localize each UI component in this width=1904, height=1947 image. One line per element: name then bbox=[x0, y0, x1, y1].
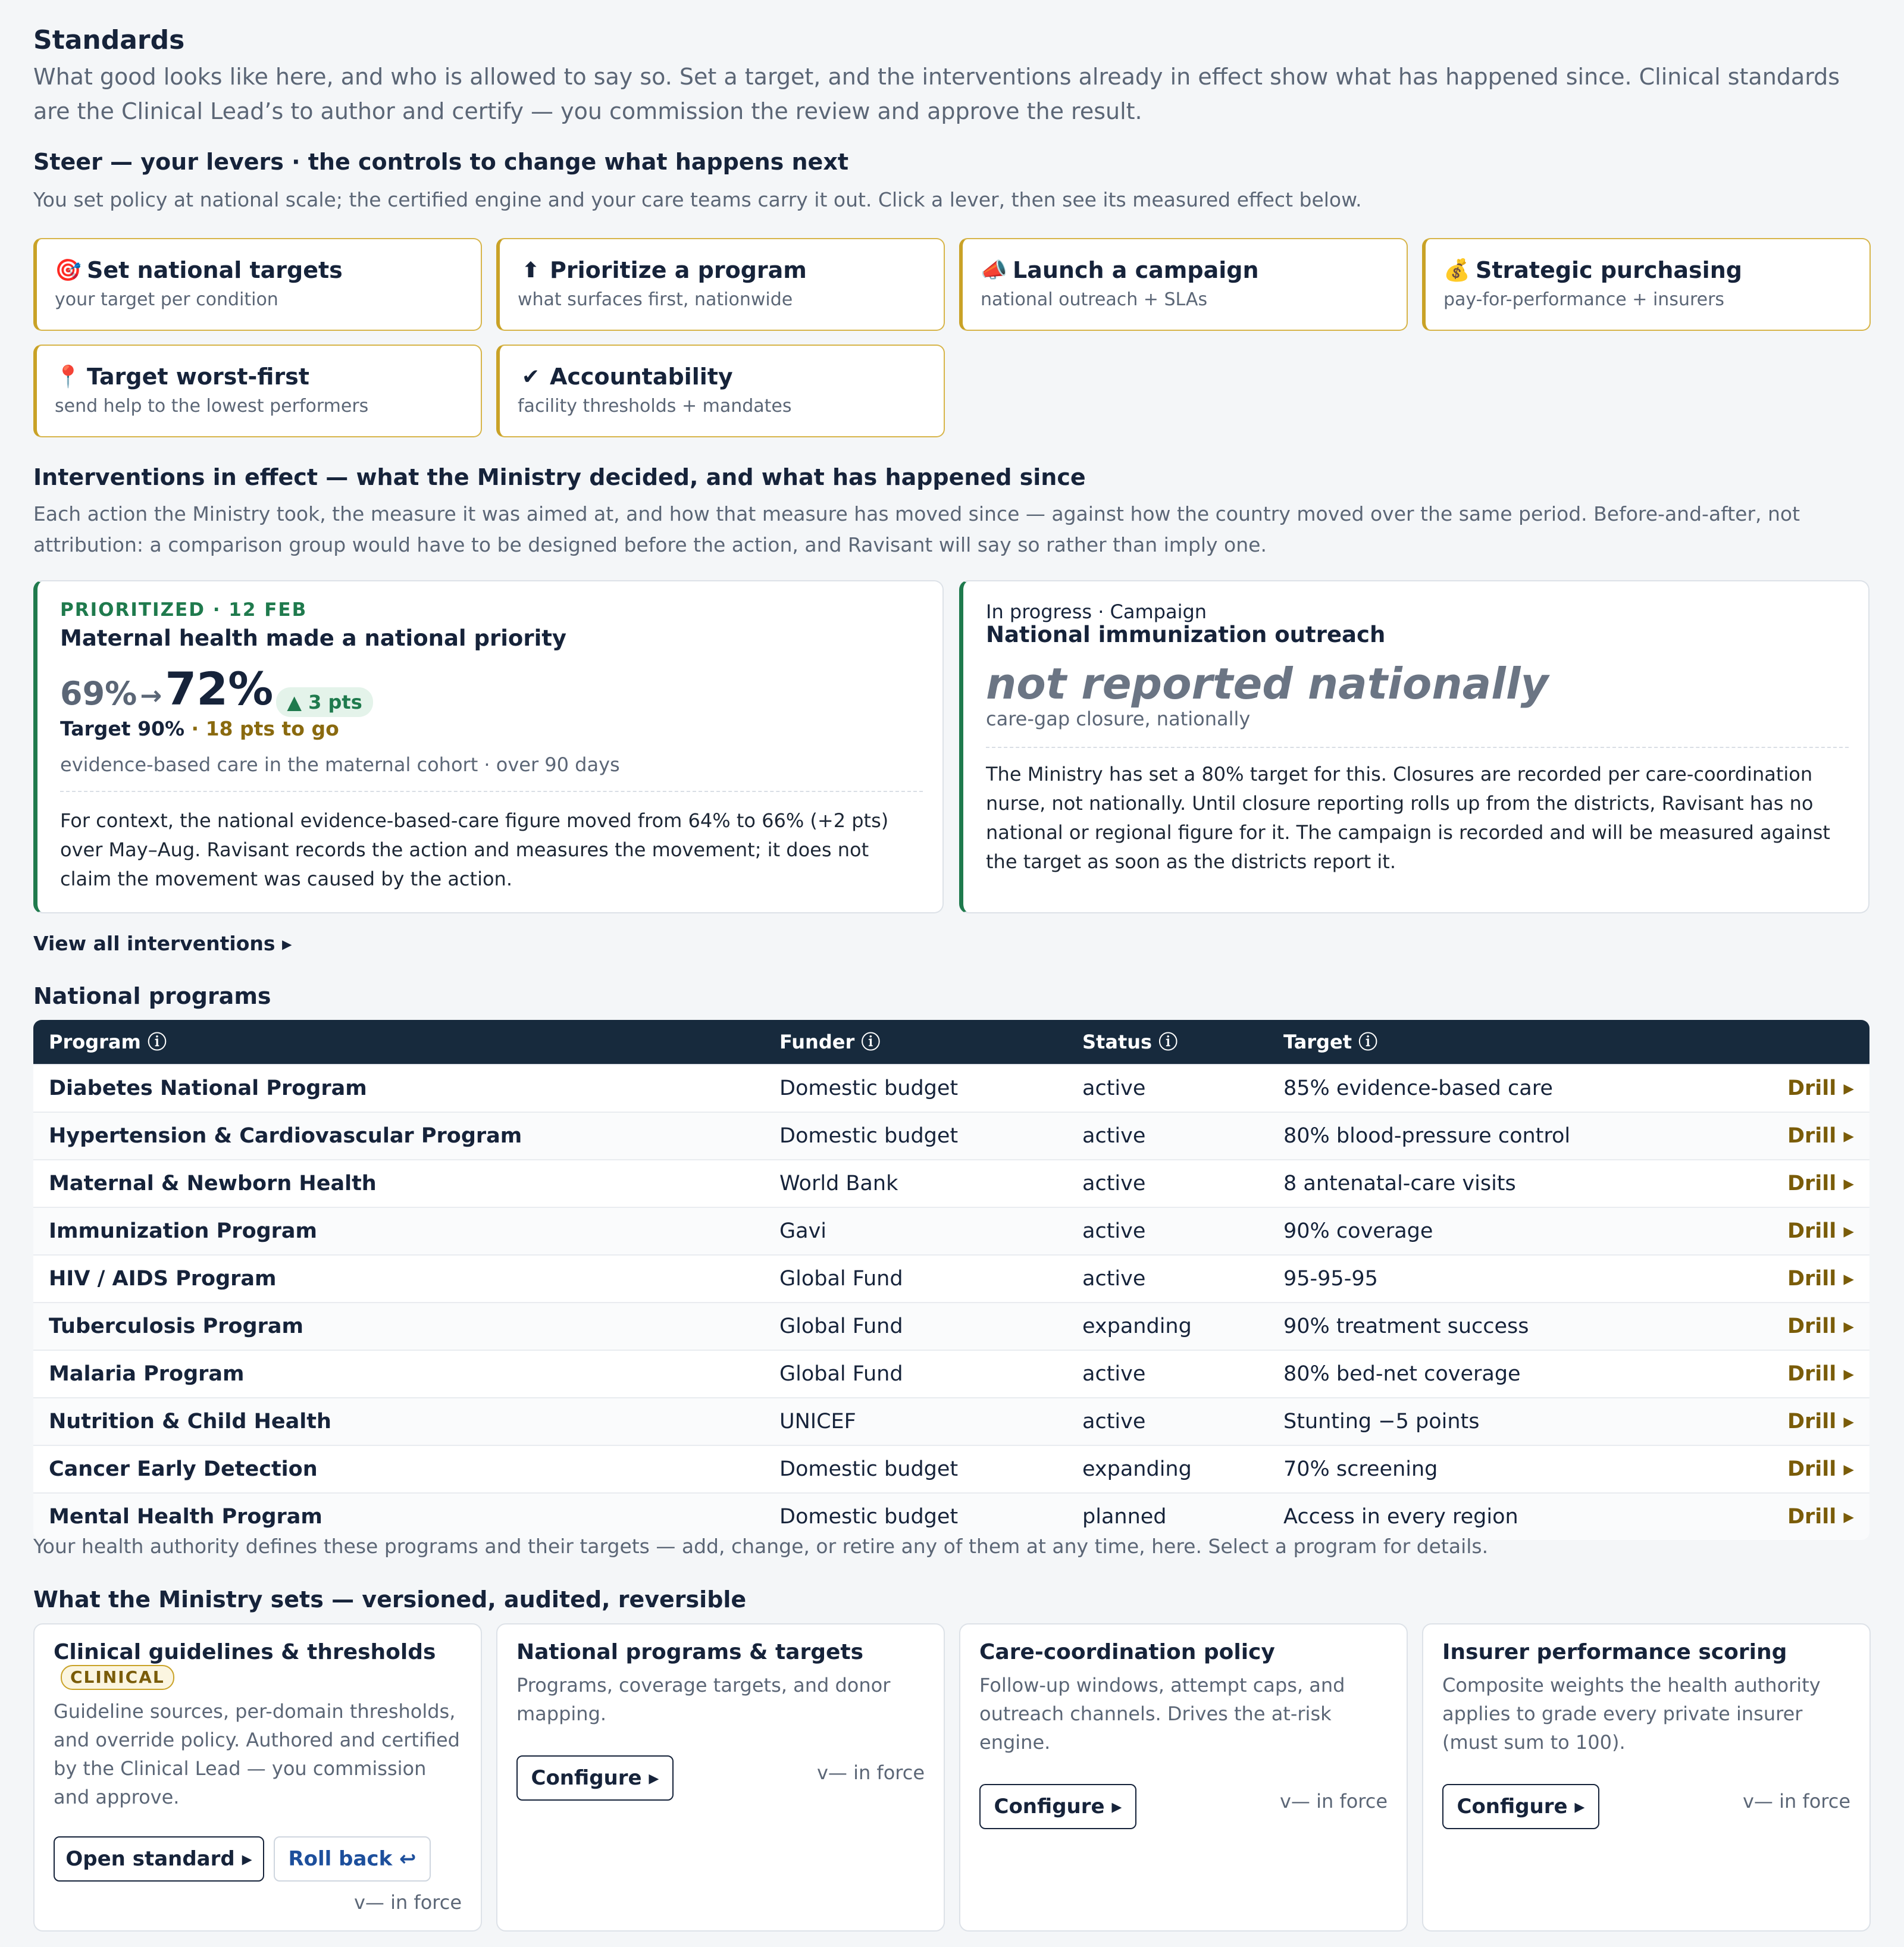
lever-title: Accountability bbox=[550, 364, 733, 390]
table-row[interactable] bbox=[33, 1445, 1869, 1492]
drill-link[interactable]: Drill ▸ bbox=[1787, 1076, 1854, 1100]
drill-link[interactable]: Drill ▸ bbox=[1787, 1219, 1854, 1243]
target-gap: · 18 pts to go bbox=[184, 717, 339, 740]
card-title: National programs & targets bbox=[516, 1640, 864, 1664]
metric-to: 72% bbox=[165, 662, 274, 715]
version-status: v— in force bbox=[1279, 1790, 1388, 1813]
table-header bbox=[33, 1020, 1869, 1064]
lever-title: Target worst-first bbox=[87, 364, 309, 390]
drill-link[interactable]: Drill ▸ bbox=[1787, 1410, 1854, 1433]
program-funder: Global Fund bbox=[779, 1314, 903, 1338]
table-row[interactable] bbox=[33, 1112, 1869, 1159]
page-lead: What good looks like here, and who is allowed to say so. Set a target, and the interventions already in effect show what has happened since. Clinical standards are the Clinical Lead’s to author and certify — you commission the review and approve the result. bbox=[33, 64, 1840, 124]
intervention-title: National immunization outreach bbox=[986, 622, 1386, 647]
program-status: planned bbox=[1082, 1505, 1167, 1529]
table-row[interactable] bbox=[33, 1350, 1869, 1397]
card-description: Programs, coverage targets, and donor mapping. bbox=[516, 1674, 891, 1725]
lever-subtitle: pay-for-performance + insurers bbox=[1443, 289, 1725, 310]
card-description: Guideline sources, per-domain thresholds, and override policy. Authored and certified by the Clinical Lead — you commission and approve. bbox=[54, 1700, 460, 1808]
version-status: v— in force bbox=[816, 1761, 925, 1784]
target-value: Target 90% bbox=[60, 717, 185, 740]
intervention-kicker: In progress · Campaign bbox=[986, 600, 1207, 623]
lever-launch-campaign[interactable] bbox=[959, 238, 1408, 331]
column-header-program[interactable]: Program ⓘ bbox=[49, 1031, 167, 1053]
table-row[interactable] bbox=[33, 1159, 1869, 1207]
table-row[interactable] bbox=[33, 1397, 1869, 1445]
lever-subtitle: national outreach + SLAs bbox=[981, 289, 1208, 310]
program-name: Mental Health Program bbox=[49, 1505, 322, 1529]
lever-title: Set national targets bbox=[87, 257, 343, 283]
context-text: The Ministry has set a 80% target for this. Closures are recorded per care-coordination nurse, not nationally. Until closure reporting rolls up from the districts, Ravisant has no national or regional figure for it. The campaign is recorded and will be measured against the target as soon as the districts report it. bbox=[986, 763, 1830, 873]
pin-icon: 📍 bbox=[55, 365, 82, 389]
divider bbox=[60, 791, 923, 792]
lever-accountability[interactable] bbox=[496, 345, 945, 437]
view-all-interventions-link[interactable]: View all interventions ▸ bbox=[33, 932, 292, 955]
program-name: Nutrition & Child Health bbox=[49, 1410, 331, 1433]
lever-subtitle: facility thresholds + mandates bbox=[518, 396, 792, 417]
drill-link[interactable]: Drill ▸ bbox=[1787, 1457, 1854, 1481]
card-title: Insurer performance scoring bbox=[1442, 1640, 1787, 1664]
money-bag-icon: 💰 bbox=[1443, 258, 1470, 283]
program-status: active bbox=[1082, 1172, 1146, 1195]
lever-subtitle: send help to the lowest performers bbox=[55, 396, 369, 417]
program-status: active bbox=[1082, 1410, 1146, 1433]
status-not-reported: not reported nationally bbox=[986, 659, 1549, 709]
programs-table bbox=[33, 1020, 1869, 1540]
divider bbox=[986, 747, 1849, 748]
program-target: 80% bed-net coverage bbox=[1283, 1362, 1521, 1386]
drill-link[interactable]: Drill ▸ bbox=[1787, 1505, 1854, 1529]
drill-link[interactable]: Drill ▸ bbox=[1787, 1314, 1854, 1338]
clinical-badge: CLINICAL bbox=[61, 1665, 174, 1690]
table-row[interactable] bbox=[33, 1302, 1869, 1350]
version-status: v— in force bbox=[353, 1891, 462, 1914]
program-target: 85% evidence-based care bbox=[1283, 1076, 1553, 1100]
interventions-heading: Interventions in effect — what the Ministry decided, and what has happened since bbox=[33, 464, 1086, 490]
version-status: v— in force bbox=[1742, 1790, 1850, 1813]
card-description: Composite weights the health authority applies to grade every private insurer (must sum to 100). bbox=[1442, 1674, 1821, 1754]
program-name: HIV / AIDS Program bbox=[49, 1267, 277, 1291]
program-target: Stunting −5 points bbox=[1283, 1410, 1480, 1433]
program-status: active bbox=[1082, 1124, 1146, 1148]
program-funder: Global Fund bbox=[779, 1267, 903, 1291]
program-funder: UNICEF bbox=[779, 1410, 856, 1433]
intervention-card-maternal bbox=[33, 580, 944, 913]
configure-button[interactable]: Configure ▸ bbox=[516, 1755, 674, 1801]
lever-prioritize-program[interactable] bbox=[496, 238, 945, 331]
program-name: Immunization Program bbox=[49, 1219, 318, 1243]
lever-title: Launch a campaign bbox=[1013, 257, 1259, 283]
column-header-status[interactable]: Status ⓘ bbox=[1082, 1031, 1178, 1053]
drill-link[interactable]: Drill ▸ bbox=[1787, 1362, 1854, 1386]
lever-strategic-purchasing[interactable] bbox=[1422, 238, 1871, 331]
lever-subtitle: your target per condition bbox=[55, 289, 278, 310]
program-name: Hypertension & Cardiovascular Program bbox=[49, 1124, 522, 1148]
metric-from: 69% bbox=[60, 675, 137, 712]
program-funder: Domestic budget bbox=[779, 1124, 959, 1148]
card-national-programs bbox=[496, 1623, 945, 1932]
program-target: 95-95-95 bbox=[1283, 1267, 1378, 1291]
program-funder: Domestic budget bbox=[779, 1457, 959, 1481]
program-status: active bbox=[1082, 1219, 1146, 1243]
program-funder: Domestic budget bbox=[779, 1505, 959, 1529]
program-funder: Global Fund bbox=[779, 1362, 903, 1386]
table-row[interactable] bbox=[33, 1254, 1869, 1302]
megaphone-icon: 📣 bbox=[981, 258, 1007, 283]
lever-subtitle: what surfaces first, nationwide bbox=[518, 289, 793, 310]
program-funder: Gavi bbox=[779, 1219, 827, 1243]
interventions-subtitle: Each action the Ministry took, the measure it was aimed at, and how that measure has moved since — against how the country moved over the same period. Before-and-after, not attribution: a comparison group would have to be designed before the action, and Ravisant will say so rather than imply one. bbox=[33, 502, 1800, 556]
configure-button[interactable]: Configure ▸ bbox=[1442, 1784, 1599, 1829]
lever-target-worst-first[interactable] bbox=[33, 345, 482, 437]
program-name: Malaria Program bbox=[49, 1362, 245, 1386]
program-status: active bbox=[1082, 1076, 1146, 1100]
card-clinical-guidelines bbox=[33, 1623, 482, 1932]
table-row[interactable] bbox=[33, 1064, 1869, 1112]
program-target: 70% screening bbox=[1283, 1457, 1438, 1481]
roll-back-button[interactable]: Roll back ↩ bbox=[274, 1836, 431, 1882]
program-target: Access in every region bbox=[1283, 1505, 1518, 1529]
column-header-target[interactable]: Target ⓘ bbox=[1283, 1031, 1378, 1053]
delta-badge: ▲ 3 pts bbox=[276, 687, 372, 717]
measure-caption: care-gap closure, nationally bbox=[986, 708, 1251, 730]
program-name: Maternal & Newborn Health bbox=[49, 1172, 377, 1195]
target-line bbox=[60, 717, 339, 740]
programs-footnote: Your health authority defines these programs and their targets — add, change, or retire any of them at any time, here. Select a program for details. bbox=[33, 1535, 1489, 1558]
intervention-kicker: PRIORITIZED · 12 FEB bbox=[60, 599, 308, 621]
steer-subtitle: You set policy at national scale; the certified engine and your care teams carry it out. Click a lever, then see its measured effect below. bbox=[33, 188, 1362, 211]
card-description: Follow-up windows, attempt caps, and outreach channels. Drives the at-risk engine. bbox=[979, 1674, 1345, 1754]
program-status: active bbox=[1082, 1267, 1146, 1291]
check-icon: ✔ bbox=[521, 364, 540, 389]
program-target: 80% blood-pressure control bbox=[1283, 1124, 1571, 1148]
open-standard-button[interactable]: Open standard ▸ bbox=[54, 1836, 264, 1882]
intervention-card-immunization bbox=[959, 580, 1869, 913]
program-name: Diabetes National Program bbox=[49, 1076, 367, 1100]
lever-set-national-targets[interactable] bbox=[33, 238, 482, 331]
card-title: Care-coordination policy bbox=[979, 1640, 1275, 1664]
program-target: 90% coverage bbox=[1283, 1219, 1433, 1243]
page-title: Standards bbox=[33, 25, 185, 55]
card-insurer-scoring bbox=[1422, 1623, 1871, 1932]
program-name: Tuberculosis Program bbox=[49, 1314, 303, 1338]
table-row[interactable] bbox=[33, 1207, 1869, 1254]
program-target: 8 antenatal-care visits bbox=[1283, 1172, 1516, 1195]
configure-button[interactable]: Configure ▸ bbox=[979, 1784, 1136, 1829]
program-target: 90% treatment success bbox=[1283, 1314, 1529, 1338]
ministry-heading: What the Ministry sets — versioned, audited, reversible bbox=[33, 1586, 747, 1613]
drill-link[interactable]: Drill ▸ bbox=[1787, 1124, 1854, 1148]
lever-title: Strategic purchasing bbox=[1476, 257, 1742, 283]
context-text: For context, the national evidence-based-care figure moved from 64% to 66% (+2 pts) over May–Aug. Ravisant records the action and measures the movement; it does not claim the movement was caused by the action. bbox=[60, 809, 889, 890]
programs-heading: National programs bbox=[33, 983, 271, 1009]
measure-caption: evidence-based care in the maternal cohort · over 90 days bbox=[60, 753, 620, 776]
drill-link[interactable]: Drill ▸ bbox=[1787, 1172, 1854, 1195]
program-funder: Domestic budget bbox=[779, 1076, 959, 1100]
program-status: active bbox=[1082, 1362, 1146, 1386]
lever-title: Prioritize a program bbox=[550, 257, 807, 283]
program-status: expanding bbox=[1082, 1457, 1192, 1481]
column-header-funder[interactable]: Funder ⓘ bbox=[779, 1031, 881, 1053]
card-care-coordination bbox=[959, 1623, 1408, 1932]
arrow-up-icon: ⬆ bbox=[521, 258, 540, 283]
program-status: expanding bbox=[1082, 1314, 1192, 1338]
program-name: Cancer Early Detection bbox=[49, 1457, 318, 1481]
card-title: Clinical guidelines & thresholds bbox=[54, 1640, 436, 1664]
intervention-metric bbox=[60, 662, 373, 717]
intervention-title: Maternal health made a national priority bbox=[60, 625, 567, 651]
program-funder: World Bank bbox=[779, 1172, 898, 1195]
steer-heading: Steer — your levers · the controls to change what happens next bbox=[33, 149, 849, 175]
arrow-right-icon: → bbox=[140, 681, 162, 711]
drill-link[interactable]: Drill ▸ bbox=[1787, 1267, 1854, 1291]
target-icon: 🎯 bbox=[55, 258, 82, 283]
